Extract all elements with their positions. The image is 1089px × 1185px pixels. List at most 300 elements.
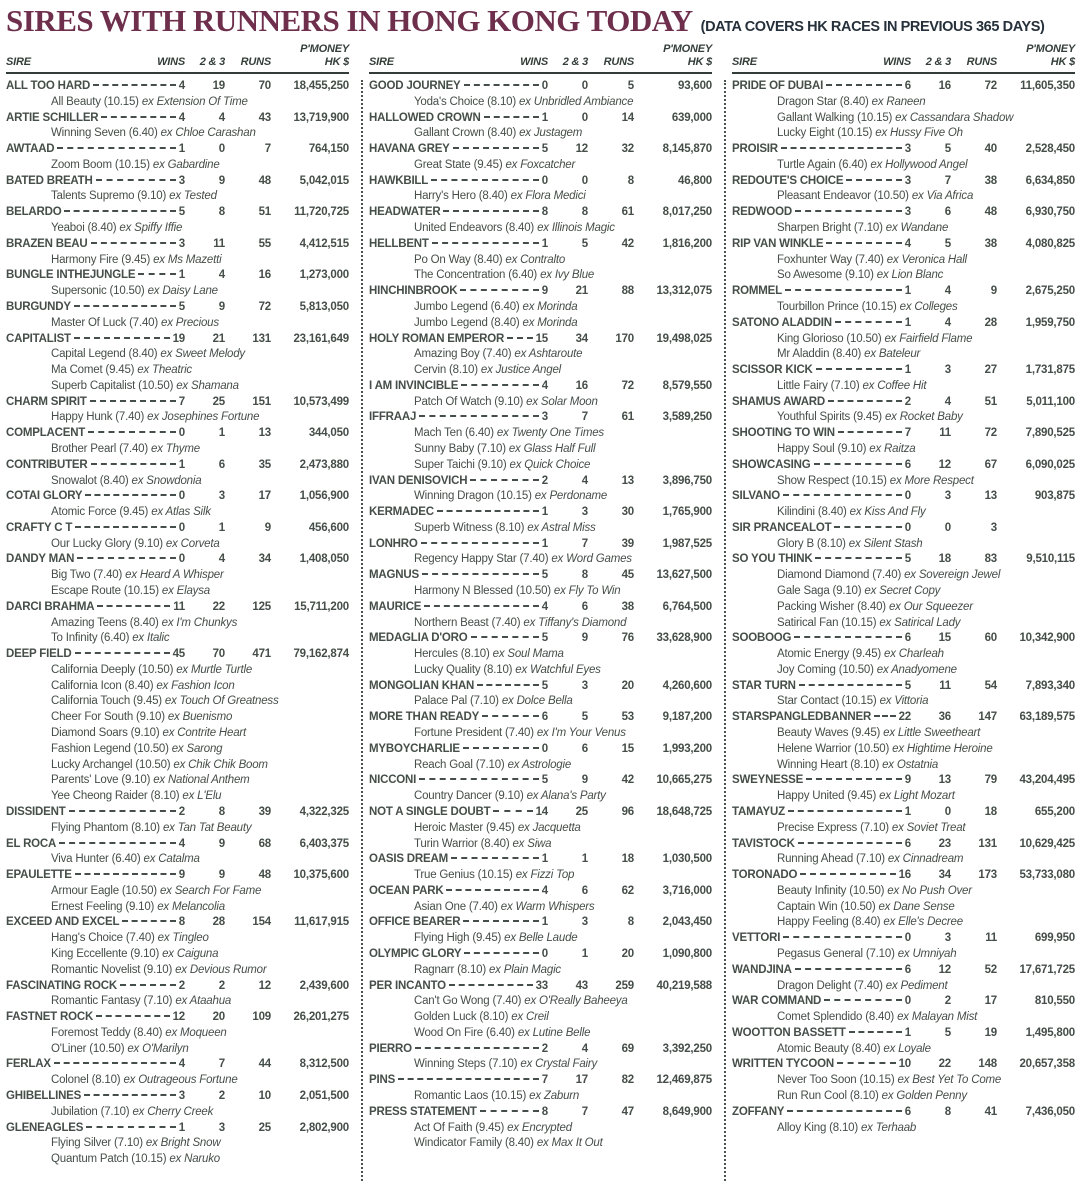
runner-name: Lucky Archangel (10.50) (51, 758, 171, 771)
runner-row (732, 253, 1075, 269)
sire-row (369, 742, 712, 758)
wins-value: 4 (178, 1058, 185, 1071)
wins-value: 10 (898, 1058, 911, 1071)
header-sire: SIRE (369, 56, 394, 68)
column-divider (724, 80, 726, 1181)
runner-row (369, 489, 712, 505)
sire-row (732, 552, 1075, 568)
sire-name: WAR COMMAND (732, 995, 822, 1008)
dot-leader (422, 573, 539, 575)
runner-row (369, 994, 712, 1010)
runs-value: 39 (258, 805, 271, 818)
placed-2and3-value: 34 (938, 869, 951, 882)
runner-name: All Beauty (10.15) (51, 95, 139, 108)
runner-name: Atomic Energy (9.45) (777, 648, 882, 661)
runner-name: Happy United (9.45) (777, 790, 877, 803)
runner-row (369, 268, 712, 284)
prize-money-value: 2,439,600 (299, 979, 349, 992)
dam-name: ex Twenty One Times (497, 427, 604, 439)
runner-row (369, 1089, 712, 1105)
placed-2and3-value: 12 (938, 458, 951, 471)
dot-leader (431, 179, 539, 181)
runner-row (732, 300, 1075, 316)
runner-name: Wood On Fire (6.40) (414, 1026, 515, 1039)
runner-row (6, 994, 349, 1010)
runs-value: 53 (621, 711, 634, 724)
runner-name: Armour Eagle (10.50) (51, 884, 157, 897)
placed-2and3-value: 8 (218, 805, 225, 818)
wins-value: 2 (541, 1042, 548, 1055)
prize-money-value: 7,893,340 (1025, 679, 1075, 692)
runner-name: Our Lucky Glory (9.10) (51, 537, 163, 550)
runner-row (369, 363, 712, 379)
runner-name: Windicator Family (8.40) (414, 1137, 534, 1150)
runner-name: Talents Supremo (9.10) (51, 190, 167, 203)
runner-row (732, 694, 1075, 710)
dam-name: ex I'm Your Venus (537, 727, 626, 739)
wins-value: 3 (178, 1090, 185, 1102)
sire-row (6, 237, 349, 253)
runner-row (369, 821, 712, 837)
sire-row (732, 837, 1075, 853)
sire-name: CONTRIBUTER (6, 458, 88, 471)
dot-leader (86, 1126, 176, 1128)
wins-value: 4 (541, 600, 548, 613)
dot-leader (464, 84, 539, 86)
wins-value: 1 (904, 1026, 911, 1039)
sire-name: SHOWCASING (732, 458, 811, 471)
wins-value: 1 (178, 143, 185, 156)
runner-name: Fortune President (7.40) (414, 727, 534, 740)
placed-2and3-value: 19 (212, 80, 225, 92)
sire-name: KERMADEC (369, 506, 434, 519)
placed-2and3-value: 9 (218, 869, 225, 882)
dam-name: ex Perdoname (535, 490, 607, 502)
runner-row (6, 852, 349, 868)
runs-value: 151 (252, 395, 271, 408)
runner-row (732, 379, 1075, 395)
sire-name: MAGNUS (369, 569, 419, 582)
dot-leader (816, 368, 902, 370)
runner-name: Beauty Waves (9.45) (777, 727, 881, 740)
placed-2and3-value: 1 (581, 947, 588, 960)
runner-name: California Touch (9.45) (51, 695, 162, 708)
sire-row (6, 426, 349, 442)
dam-name: ex Bright Snow (146, 1137, 221, 1149)
runs-value: 60 (984, 632, 997, 645)
dot-leader (419, 415, 539, 417)
sire-row (6, 1010, 349, 1026)
runner-name: Diamond Soars (9.10) (51, 727, 160, 740)
runner-name: King Glorioso (10.50) (777, 332, 882, 345)
dam-name: ex Loyale (883, 1043, 930, 1055)
runner-name: Pleasant Endeavor (10.50) (777, 190, 909, 203)
runner-row (732, 884, 1075, 900)
prize-money-value: 19,498,025 (656, 332, 712, 345)
runner-row (6, 663, 349, 679)
dam-name: ex Chik Chik Boom (173, 759, 267, 771)
dam-name: ex Murtle Turtle (176, 664, 252, 676)
masthead (0, 0, 1089, 39)
dam-name: ex Ataahua (175, 995, 231, 1007)
runner-name: Gallant Crown (8.40) (414, 127, 517, 140)
sire-row (732, 679, 1075, 695)
wins-value: 3 (178, 237, 185, 250)
wins-value: 9 (904, 774, 911, 787)
runner-row (6, 694, 349, 710)
runner-name: Northern Beast (7.40) (414, 616, 521, 629)
runner-name: Winning Steps (7.10) (414, 1058, 518, 1071)
runs-value: 10 (258, 1090, 271, 1102)
runner-row (732, 332, 1075, 348)
runner-name: Happy Soul (9.10) (777, 442, 867, 455)
dot-leader (482, 715, 539, 717)
dam-name: ex Tan Tat Beauty (163, 822, 251, 834)
header-pmoney: P'MONEY (1026, 43, 1075, 55)
wins-value: 2 (178, 805, 185, 818)
dot-leader (84, 1094, 176, 1096)
runner-name: Jumbo Legend (8.40) (414, 316, 520, 329)
dot-leader (493, 810, 532, 812)
wins-value: 1 (178, 1121, 185, 1134)
runner-row (369, 1136, 712, 1152)
dam-name: ex Devious Rumor (175, 964, 266, 976)
sire-row (6, 1057, 349, 1073)
sire-name: STAR TURN (732, 679, 796, 692)
runs-value: 42 (621, 237, 634, 250)
runner-name: Atomic Force (9.45) (51, 506, 149, 519)
runs-value: 27 (984, 364, 997, 377)
runner-name: Happy Hunk (7.40) (51, 411, 145, 424)
runner-row (369, 1026, 712, 1042)
sire-row (6, 268, 349, 284)
prize-money-value: 79,162,874 (293, 648, 349, 661)
placed-2and3-value: 34 (575, 332, 588, 345)
dam-name: ex Jacquetta (518, 822, 581, 834)
sire-row (732, 1057, 1075, 1073)
runner-row (732, 616, 1075, 632)
sire-name: LONHRO (369, 537, 418, 550)
runs-value: 35 (258, 458, 271, 471)
runner-row (732, 442, 1075, 458)
runner-name: Harmony N Blessed (10.50) (414, 585, 551, 597)
sire-name: I AM INVINCIBLE (369, 379, 459, 392)
placed-2and3-value: 1 (218, 427, 225, 440)
wins-value: 5 (541, 679, 548, 692)
prize-money-value: 699,950 (1034, 932, 1075, 945)
dot-leader (787, 1110, 902, 1112)
prize-money-value: 10,665,275 (656, 774, 712, 787)
runner-row (732, 742, 1075, 758)
runner-row (732, 347, 1075, 363)
runner-row (732, 1121, 1075, 1137)
placed-2and3-value: 4 (581, 474, 588, 487)
dam-name: ex Unbridled Ambiance (519, 96, 633, 108)
wins-value: 5 (904, 679, 911, 692)
sire-row (369, 1042, 712, 1058)
runner-name: Little Fairy (7.10) (777, 379, 860, 392)
sire-name: SHAMUS AWARD (732, 395, 826, 408)
placed-2and3-value: 9 (218, 300, 225, 313)
prize-money-value: 8,017,250 (662, 206, 712, 219)
dot-leader (824, 999, 902, 1001)
placed-2and3-value: 70 (212, 648, 225, 661)
prize-money-value: 6,403,375 (299, 837, 349, 850)
dam-name: ex Corveta (166, 538, 220, 550)
runs-value: 76 (621, 632, 634, 645)
sire-name: TORONADO (732, 869, 798, 882)
runner-row (6, 947, 349, 963)
page-subtitle: (DATA COVERS HK RACES IN PREVIOUS 365 DAYS) (700, 19, 1045, 35)
dam-name: ex Shamana (176, 380, 239, 392)
runner-row (369, 126, 712, 142)
sire-row (732, 931, 1075, 947)
wins-value: 12 (172, 1011, 185, 1024)
runs-value: 14 (621, 111, 634, 124)
dot-leader (421, 542, 539, 544)
runs-value: 41 (984, 1105, 997, 1118)
placed-2and3-value: 6 (944, 206, 951, 219)
wins-value: 4 (541, 379, 548, 392)
placed-2and3-value: 4 (944, 285, 951, 298)
runs-value: 471 (252, 648, 271, 661)
sire-row (369, 174, 712, 190)
dam-name: ex Crystal Fairy (520, 1058, 597, 1070)
sire-row (732, 805, 1075, 821)
dam-name: ex More Respect (890, 475, 974, 487)
wins-value: 1 (541, 237, 548, 250)
prize-money-value: 11,605,350 (1020, 80, 1075, 92)
runner-name: United Endeavors (8.40) (414, 222, 535, 235)
prize-money-value: 2,802,900 (299, 1121, 349, 1134)
dot-leader (795, 210, 902, 212)
prize-money-value: 344,050 (308, 427, 349, 440)
dam-name: ex O'Really Baheeya (524, 995, 627, 1007)
runs-value: 61 (621, 411, 634, 424)
runs-value: 8 (627, 916, 634, 929)
runner-row (6, 253, 349, 269)
dam-name: ex Cinnadream (888, 853, 963, 865)
dam-name: ex Pediment (886, 980, 948, 992)
header-sire: SIRE (6, 56, 31, 68)
sire-row (369, 773, 712, 789)
dam-name: ex Sovereign Jewel (904, 569, 1000, 581)
dam-name: ex Josephines Fortune (147, 411, 259, 423)
placed-2and3-value: 1 (581, 853, 588, 866)
runner-name: Zoom Boom (10.15) (51, 158, 150, 171)
prize-money-value: 63,189,575 (1019, 711, 1075, 724)
prize-money-value: 26,201,275 (293, 1011, 349, 1024)
runner-name: Dragon Star (8.40) (777, 95, 869, 108)
dot-leader (785, 289, 902, 291)
runner-row (6, 442, 349, 458)
prize-money-value: 10,375,600 (293, 869, 349, 882)
sire-row (6, 647, 349, 663)
wins-value: 0 (541, 742, 548, 755)
sire-name: STARSPANGLEDBANNER (732, 711, 872, 724)
runner-row (369, 758, 712, 774)
dam-name: ex Sweet Melody (160, 348, 245, 360)
dot-leader (74, 305, 176, 307)
runner-row (732, 111, 1075, 127)
wins-value: 0 (904, 521, 911, 534)
runner-name: Foremost Teddy (8.40) (51, 1026, 163, 1039)
runner-row (6, 189, 349, 205)
placed-2and3-value: 2 (944, 995, 951, 1008)
wins-value: 0 (178, 490, 185, 503)
placed-2and3-value: 3 (581, 679, 588, 692)
wins-value: 4 (178, 837, 185, 850)
sire-name: WOOTTON BASSETT (732, 1026, 846, 1039)
runner-name: Winning Dragon (10.15) (414, 490, 532, 503)
runner-name: Cheer For South (9.10) (51, 711, 165, 724)
runner-name: Show Respect (10.15) (777, 474, 887, 487)
dam-name: ex Colleges (900, 301, 958, 313)
runner-name: Joy Coming (10.50) (777, 663, 874, 676)
runner-row (369, 316, 712, 332)
sire-name: MONGOLIAN KHAN (369, 679, 475, 692)
runner-row (369, 552, 712, 568)
placed-2and3-value: 20 (212, 1011, 225, 1024)
sire-row (369, 979, 712, 995)
dot-leader (815, 557, 901, 559)
prize-money-value: 8,312,500 (299, 1058, 349, 1071)
dam-name: ex Ashtaroute (514, 348, 582, 360)
runner-name: Beauty Infinity (10.50) (777, 884, 885, 897)
runner-name: Supersonic (10.50) (51, 285, 145, 298)
runner-name: To Infinity (6.40) (51, 632, 130, 645)
wins-value: 0 (178, 553, 185, 566)
dam-name: ex Golden Penny (882, 1090, 967, 1102)
runs-value: 20 (621, 947, 634, 960)
dam-name: ex Dolce Bella (502, 695, 573, 707)
dot-leader (874, 715, 896, 717)
runner-row (6, 95, 349, 111)
table-column-1 (0, 43, 363, 1168)
sire-row (369, 679, 712, 695)
runs-value: 125 (252, 600, 271, 613)
placed-2and3-value: 4 (218, 269, 225, 282)
placed-2and3-value: 9 (218, 174, 225, 187)
runs-value: 17 (258, 490, 271, 503)
runner-row (369, 442, 712, 458)
sire-row (369, 568, 712, 584)
runner-row (6, 773, 349, 789)
placed-2and3-value: 11 (939, 679, 951, 692)
sire-name: COMPLACENT (6, 427, 86, 440)
runs-value: 79 (984, 774, 997, 787)
sire-row (369, 379, 712, 395)
sires-table (0, 43, 1089, 1168)
wins-value: 5 (541, 774, 548, 787)
dot-leader (91, 463, 176, 465)
runs-value: 39 (621, 537, 634, 550)
runs-value: 148 (978, 1058, 997, 1071)
dot-leader (75, 526, 176, 528)
runner-row (6, 347, 349, 363)
placed-2and3-value: 5 (944, 1026, 951, 1039)
runs-value: 69 (621, 1042, 634, 1055)
prize-money-value: 46,800 (678, 174, 712, 187)
sire-row (369, 805, 712, 821)
runner-name: Gallant Walking (10.15) (777, 111, 893, 124)
dam-name: ex Caiguna (162, 948, 218, 960)
runs-value: 67 (984, 458, 997, 471)
dot-leader (432, 242, 539, 244)
runs-value: 82 (621, 1074, 634, 1087)
placed-2and3-value: 3 (944, 364, 951, 377)
runs-value: 96 (621, 805, 634, 818)
column-header (369, 43, 712, 74)
dot-leader (463, 920, 538, 922)
sire-name: SHOOTING TO WIN (732, 427, 835, 440)
dam-name: ex Elle's Decree (883, 916, 963, 928)
runner-row (6, 505, 349, 521)
runs-value: 16 (258, 269, 271, 282)
runner-row (369, 458, 712, 474)
runner-name: Happy Feeling (8.40) (777, 916, 881, 929)
prize-money-value: 13,627,500 (656, 569, 712, 582)
sire-name: ARTIE SCHILLER (6, 111, 99, 124)
dam-name: ex Our Squeezer (889, 601, 973, 613)
runner-name: King Eccellente (9.10) (51, 947, 160, 960)
runner-row (6, 616, 349, 632)
dot-leader (69, 810, 176, 812)
runner-row (732, 758, 1075, 774)
prize-money-value: 4,260,600 (662, 679, 712, 692)
runs-value: 154 (252, 916, 271, 929)
wins-value: 1 (904, 805, 911, 818)
runner-row (369, 789, 712, 805)
dot-leader (64, 210, 175, 212)
sire-name: NICCONI (369, 774, 417, 787)
dam-name: ex Moqueen (165, 1027, 226, 1039)
prize-money-value: 7,890,525 (1025, 427, 1075, 440)
sire-row (369, 852, 712, 868)
dam-name: ex Chloe Carashan (161, 127, 256, 139)
wins-value: 1 (541, 916, 548, 929)
runner-row (369, 95, 712, 111)
placed-2and3-value: 22 (938, 1058, 951, 1071)
runner-row (732, 979, 1075, 995)
runner-name: Turtle Again (6.40) (777, 158, 868, 171)
runner-row (6, 126, 349, 142)
runner-name: Captain Win (10.50) (777, 900, 876, 913)
placed-2and3-value: 9 (218, 837, 225, 850)
header-hk: HK $ (324, 56, 349, 68)
sire-name: COTAI GLORY (6, 490, 83, 503)
runner-name: Mach Ten (6.40) (414, 427, 494, 440)
runs-value: 5 (627, 80, 634, 92)
placed-2and3-value: 15 (938, 632, 951, 645)
dot-leader (398, 1078, 539, 1080)
sire-row (732, 316, 1075, 332)
runner-row (732, 915, 1075, 931)
prize-money-value: 5,011,100 (1026, 395, 1075, 408)
placed-2and3-value: 4 (944, 316, 951, 329)
wins-value: 1 (541, 506, 548, 519)
placed-2and3-value: 6 (581, 884, 588, 897)
runs-value: 8 (627, 174, 634, 187)
runs-value: 109 (252, 1011, 271, 1024)
dam-name: ex Precious (161, 317, 219, 329)
dam-name: ex Ms Mazetti (153, 254, 221, 266)
dot-leader (75, 873, 176, 875)
runs-value: 32 (621, 143, 634, 156)
placed-2and3-value: 2 (218, 1090, 225, 1102)
sire-name: HAWKBILL (369, 174, 429, 187)
placed-2and3-value: 5 (944, 237, 951, 250)
